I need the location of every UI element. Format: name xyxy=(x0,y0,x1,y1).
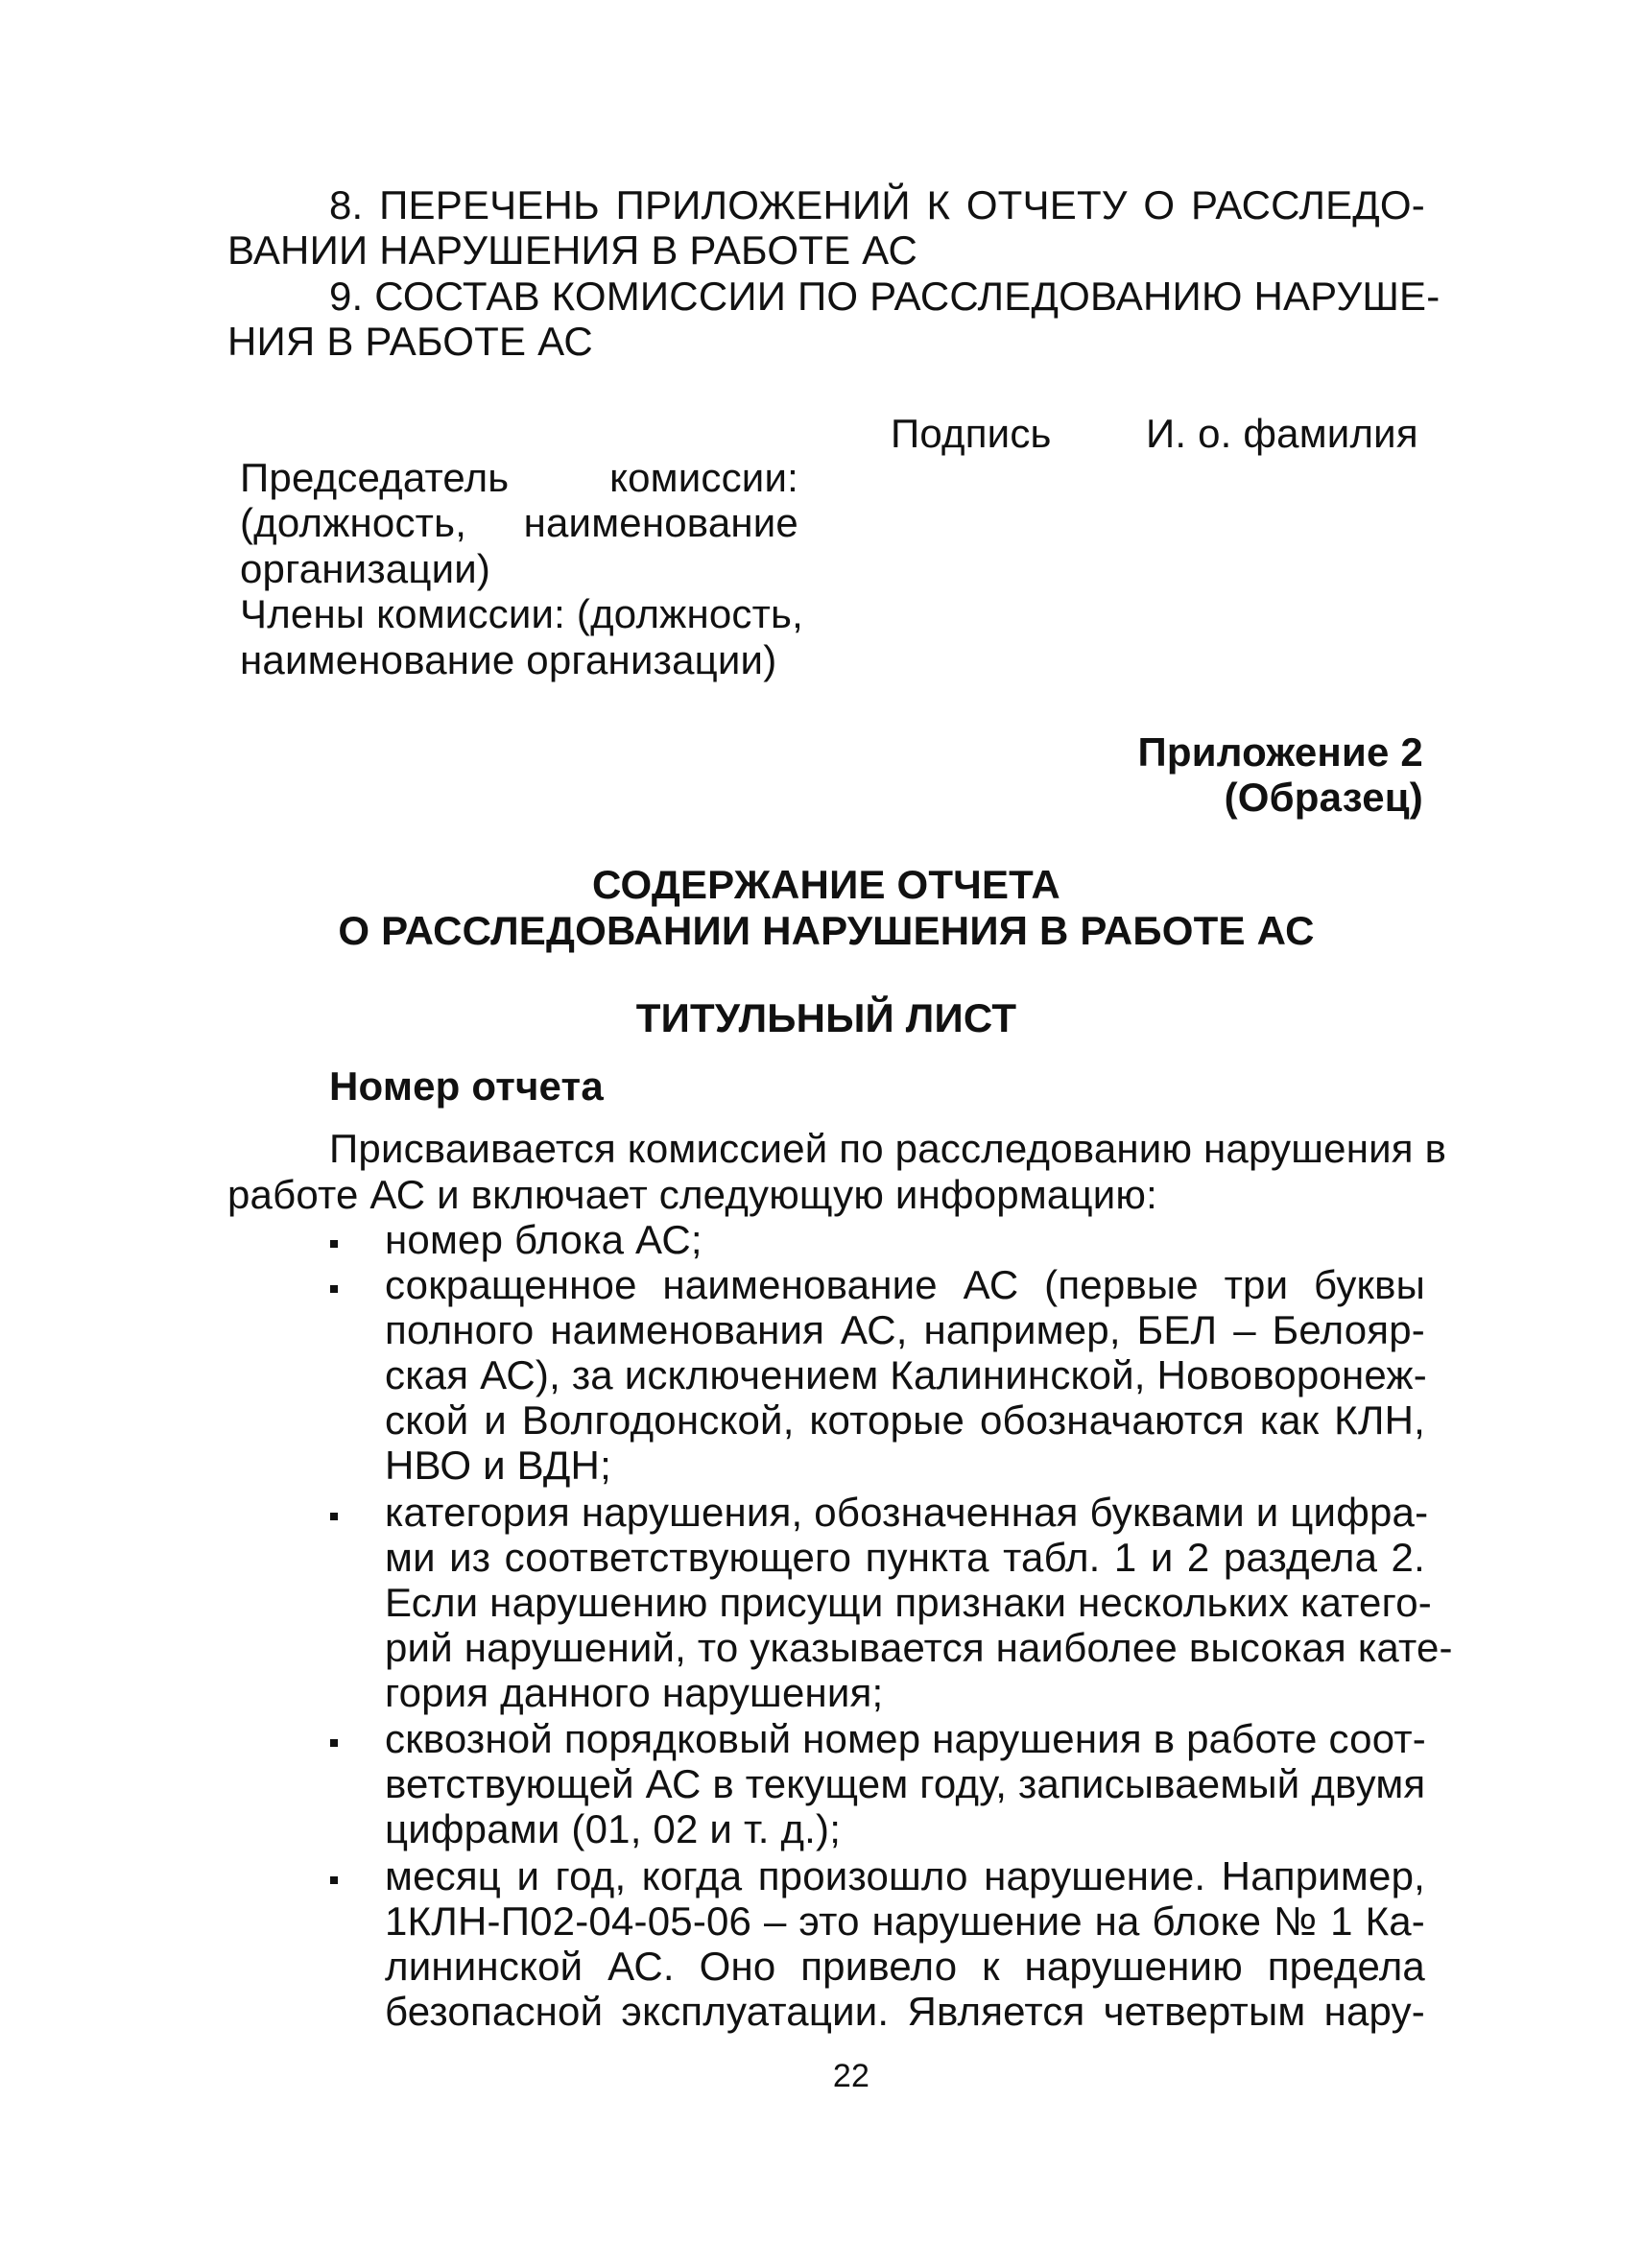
document-title-line-2: О РАССЛЕДОВАНИИ НАРУШЕНИЯ В РАБОТЕ АС xyxy=(338,908,1315,953)
section-9-line-2: НИЯ В РАБОТЕ АС xyxy=(227,319,593,364)
list-item-line: категория нарушения, обозначенная буквами и цифра- xyxy=(385,1490,1429,1535)
bullet-marker xyxy=(330,1240,338,1248)
list-item-line: рий нарушений, то указывается наиболее высокая кате- xyxy=(385,1625,1453,1670)
list-item-line: ская АС), за исключением Калининской, Нововоронеж- xyxy=(385,1352,1427,1397)
appendix-label: Приложение 2 xyxy=(1137,729,1423,775)
list-item-line: полного наименования АС, например, БЕЛ – Белояр- xyxy=(385,1307,1425,1352)
document-title-line-1: СОДЕРЖАНИЕ ОТЧЕТА xyxy=(592,862,1060,907)
list-item-line: ми из соответствующего пункта табл. 1 и 2 раздела 2. xyxy=(385,1535,1425,1580)
subheading: Номер отчета xyxy=(329,1063,604,1109)
name-column-header: И. о. фамилия xyxy=(1146,411,1418,456)
list-item-line: 1КЛН-П02-04-05-06 – это нарушение на блоке № 1 Ка- xyxy=(385,1898,1425,1944)
section-8-line-1: 8. ПЕРЕЧЕНЬ ПРИЛОЖЕНИЙ К ОТЧЕТУ О РАССЛЕДО- xyxy=(329,182,1425,227)
members-label-line-2: наименование организации) xyxy=(240,637,777,682)
section-8-line-2: ВАНИИ НАРУШЕНИЯ В РАБОТЕ АС xyxy=(227,227,917,273)
intro-line-1: Присваивается комиссией по расследованию нарушения в xyxy=(329,1126,1447,1171)
list-item-line: сквозной порядковый номер нарушения в работе соот- xyxy=(385,1716,1426,1761)
list-item-line: ской и Волгодонской, которые обозначаются как КЛН, xyxy=(385,1397,1425,1443)
page-number: 22 xyxy=(832,2058,870,2094)
list-item-line: безопасной эксплуатации. Является четвертым нару- xyxy=(385,1989,1425,2034)
bullet-marker xyxy=(330,1739,338,1747)
bullet-marker xyxy=(330,1876,338,1884)
chair-label-line-1: Председатель комиссии: xyxy=(240,455,798,500)
members-label-line-1: Члены комиссии: (должность, xyxy=(240,591,803,636)
intro-line-2: работе АС и включает следующую информацию: xyxy=(227,1172,1157,1217)
section-9-line-1: 9. СОСТАВ КОМИССИИ ПО РАССЛЕДОВАНИЮ НАРУШЕ- xyxy=(329,274,1441,319)
list-item-line: сокращенное наименование АС (первые три буквы xyxy=(385,1262,1425,1307)
chair-label-line-3: организации) xyxy=(240,546,491,591)
list-item-line: Если нарушению присущи признаки нескольких катего- xyxy=(385,1580,1432,1625)
list-item-line: цифрами (01, 02 и т. д.); xyxy=(385,1806,842,1851)
chair-label-line-2: (должность, наименование xyxy=(240,500,798,545)
signature-column-header: Подпись xyxy=(891,411,1052,456)
section-heading: ТИТУЛЬНЫЙ ЛИСТ xyxy=(635,995,1017,1040)
list-item-line: ветствующей АС в текущем году, записываемый двумя xyxy=(385,1761,1426,1806)
list-item-line: лининской АС. Оно привело к нарушению предела xyxy=(385,1944,1425,1989)
appendix-sample-label: (Образец) xyxy=(1224,775,1423,820)
list-item-line: НВО и ВДН; xyxy=(385,1443,611,1488)
list-item-line: гория данного нарушения; xyxy=(385,1670,884,1715)
list-item-line: номер блока АС; xyxy=(385,1217,702,1262)
bullet-marker xyxy=(330,1285,338,1293)
list-item-line: месяц и год, когда произошло нарушение. Например, xyxy=(385,1853,1425,1898)
bullet-marker xyxy=(330,1513,338,1520)
